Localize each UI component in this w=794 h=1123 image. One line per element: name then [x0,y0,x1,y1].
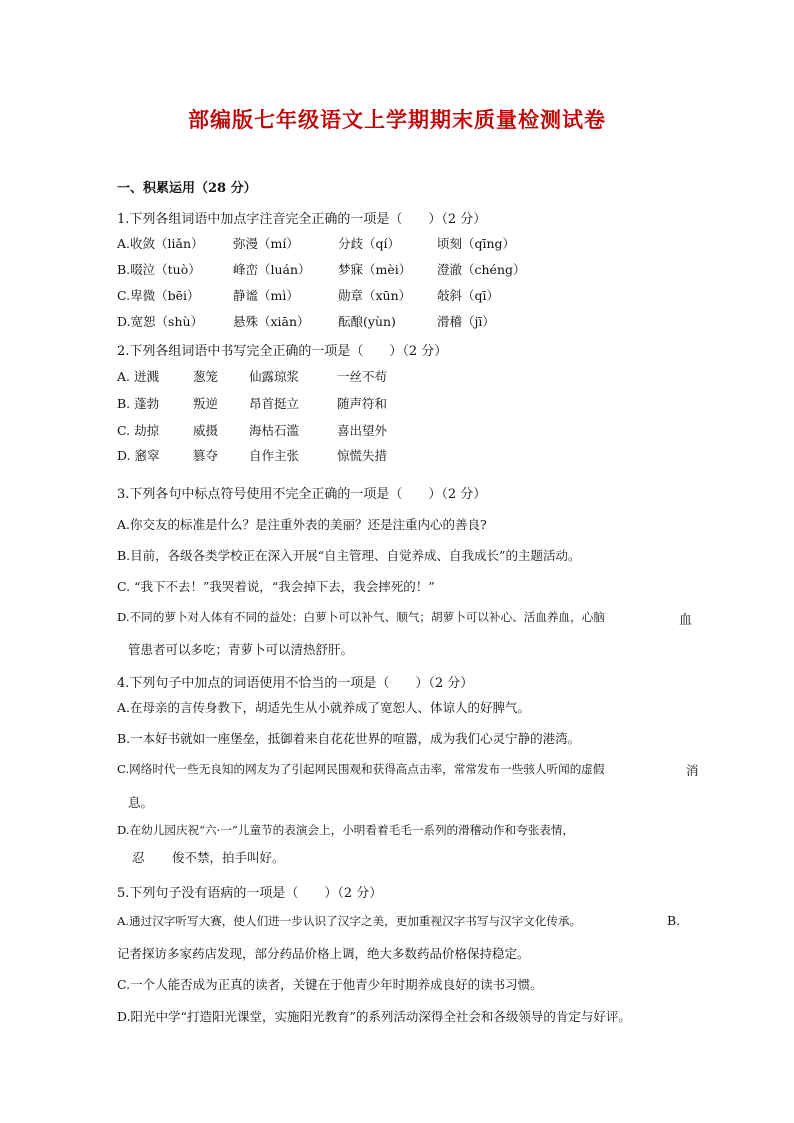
question-4-option-c: C.网络时代一些无良知的网友为了引起网民围观和获得高点击率，常常发布一些骇人听闻的虚假 [117,762,605,776]
option-cell: 仙露琼浆 [249,369,300,384]
option-cell: C.卑微（bēi） [117,288,200,303]
option-cell: 惊慌失措 [337,448,388,463]
question-2-stem: 2.下列各组词语中书写完全正确的一项是（ ）（2 分） [117,344,448,359]
question-5-option-c: C.一个人能否成为正真的读者，关键在于他青少年时期养成良好的读书习惯。 [117,977,543,992]
question-4-option-c-tail: 消 [686,763,699,778]
question-5-option-a: A.通过汉字听写大赛，使人们进一步认识了汉字之美，更加重视汉字书写与汉字文化传承。 [117,914,582,928]
option-cell: 叛逆 [193,396,219,411]
question-4-stem: 4.下列句子中加点的词语使用不恰当的一项是（ ）（2 分） [117,676,474,691]
option-cell: 一丝不苟 [337,369,388,384]
question-3-option-d: D.不同的萝卜对人体有不同的益处：白萝卜可以补气、顺气；胡萝卜可以补心、活血养血，心脑 [117,610,605,624]
question-3-option-d-cont: 管患者可以多吃；青萝卜可以清热舒肝。 [128,642,354,657]
question-3-option-b: B.目前，各级各类学校正在深入开展“自主管理、自觉养成、自我成长”的主题活动。 [117,548,581,563]
option-cell: 海枯石滥 [249,423,300,438]
option-cell: 敧斜（qī） [437,288,499,303]
option-cell: 葱笼 [193,369,219,384]
question-3-option-c: C. “我下不去！”我哭着说，“我会掉下去，我会摔死的！” [117,579,435,594]
page-title: 部编版七年级语文上学期期末质量检测试卷 [188,108,606,132]
question-4-option-d: D.在幼儿园庆祝“六·一”儿童节的表演会上，小明看着毛毛一系列的滑稽动作和夸张表情， [117,823,575,837]
option-cell: 喜出望外 [337,423,388,438]
option-cell: D. 窸窣 [117,448,160,463]
question-4-option-a: A.在母亲的言传身教下，胡适先生从小就养成了宽恕人、体谅人的好脾气。 [117,700,531,715]
option-cell: B.啜泣（tuò） [117,262,201,277]
question-3-option-d-tail: 血 [679,613,693,628]
section-heading: 一、积累运用（28 分） [117,181,257,196]
question-4-option-d-cont-b: 俊不禁，拍手叫好。 [172,850,285,865]
option-cell: 澄澈（chéng） [437,262,526,277]
option-cell: 酝酿(yùn) [338,314,396,329]
question-5-option-b-label: B. [667,913,681,928]
option-cell: C. 劫掠 [117,423,160,438]
option-cell: 勋章（xūn） [338,288,412,303]
option-cell: A. 迸溅 [117,369,159,384]
question-3-stem: 3.下列各句中标点符号使用不完全正确的一项是（ ）（2 分） [117,487,487,502]
option-cell: D.宽恕（shù） [117,314,204,329]
question-3-option-a: A.你交友的标准是什么？是注重外表的美丽？还是注重内心的善良? [117,517,487,532]
question-5-stem: 5.下列句子没有语病的一项是（ ）（2 分） [117,886,383,901]
option-cell: 梦寐（mèi） [338,262,412,277]
question-4-option-c-cont: 息。 [128,795,154,810]
option-cell: B. 蓬勃 [117,396,160,411]
option-cell: 自作主张 [249,448,300,463]
question-5-option-d: D.阳光中学“打造阳光课堂，实施阳光教育”的系列活动深得全社会和各级领导的肯定与好评。 [117,1009,631,1024]
option-cell: 弥漫（mí） [233,236,299,251]
option-cell: 威摄 [193,423,219,438]
option-cell: 分歧（qí） [338,236,400,251]
option-cell: 静谧（mì） [233,288,299,303]
question-5-option-b: 记者探访多家药店发现，部分药品价格上调，绝大多数药品价格保持稳定。 [117,946,530,961]
option-cell: A.收敛（liǎn） [117,236,204,251]
option-cell: 顷刻（qīng） [437,236,516,251]
option-cell: 悬殊（xiān） [233,314,310,329]
question-4-option-b: B.一本好书就如一座堡垒，抵御着来自花花世界的喧嚣，成为我们心灵宁静的港湾。 [117,731,581,746]
option-cell: 随声符和 [337,396,388,411]
option-cell: 峰峦（luán） [233,262,311,277]
option-cell: 滑稽（jī） [437,314,495,329]
question-4-option-d-cont-a: 忍 [132,850,145,865]
option-cell: 昂首挺立 [249,396,300,411]
option-cell: 篡夺 [193,448,219,463]
question-1-stem: 1.下列各组词语中加点字注音完全正确的一项是（ ）（2 分） [117,212,487,227]
